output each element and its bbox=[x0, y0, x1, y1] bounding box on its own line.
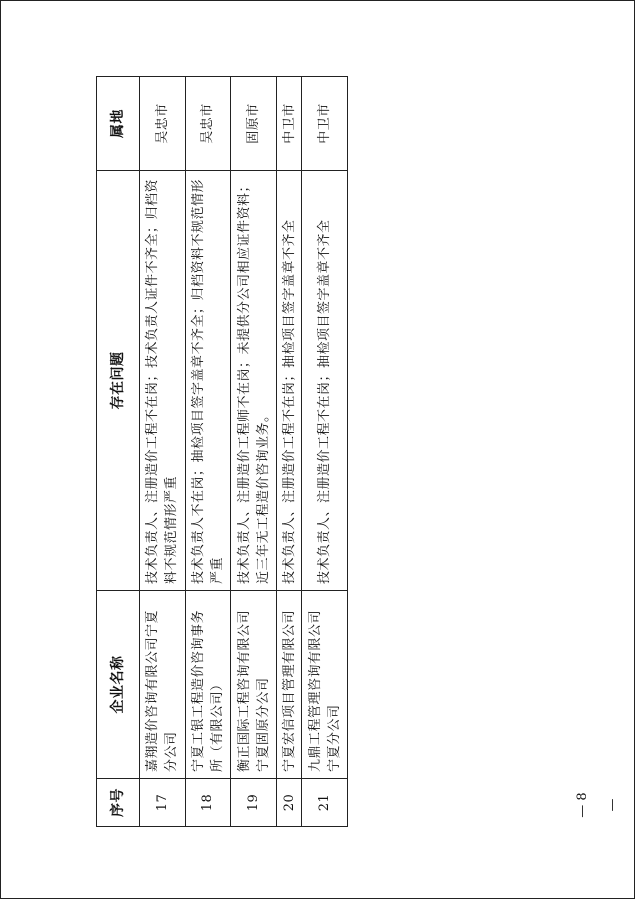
row-issues: 技术负责人、注册造价工程不在岗；抽检项目签字盖章不齐全 bbox=[276, 171, 301, 591]
row-region: 吴忠市 bbox=[140, 77, 186, 171]
row-company: 嘉翔造价咨询有限公司宁夏分公司 bbox=[140, 591, 186, 779]
row-issues: 技术负责人、注册造价工程师不在岗；未提供分公司相应证件资料；近三年无工程造价咨询业务。 bbox=[231, 171, 277, 591]
row-company: 宁夏宏信项目管理有限公司 bbox=[276, 591, 301, 779]
row-region: 中卫市 bbox=[302, 77, 348, 171]
header-company: 企业名称 bbox=[97, 591, 140, 779]
row-issues: 技术负责人、注册造价工程不在岗；技术负责人证件不齐全；归档资料不规范情形严重 bbox=[140, 171, 186, 591]
row-issues: 技术负责人、注册造价工程不在岗；抽检项目签字盖章不齐全 bbox=[302, 171, 348, 591]
table-header-row bbox=[97, 77, 140, 827]
table-row bbox=[302, 77, 348, 827]
row-region: 吴忠市 bbox=[185, 77, 231, 171]
row-no: 19 bbox=[231, 779, 277, 827]
row-company: 九鼎工程管理咨询有限公司宁夏分公司 bbox=[302, 591, 348, 779]
row-region: 中卫市 bbox=[276, 77, 301, 171]
table-row bbox=[231, 77, 277, 827]
table-row bbox=[140, 77, 186, 827]
row-no: 21 bbox=[302, 779, 348, 827]
page-number: — 8 — bbox=[575, 792, 620, 818]
table-row bbox=[185, 77, 231, 827]
rotated-table-container bbox=[96, 77, 348, 827]
header-no: 序号 bbox=[97, 779, 140, 827]
header-issues: 存在问题 bbox=[97, 171, 140, 591]
row-no: 18 bbox=[185, 779, 231, 827]
enterprise-issues-table bbox=[96, 76, 348, 827]
header-region: 属地 bbox=[97, 77, 140, 171]
row-company: 宁夏工银工程造价咨询事务所（有限公司） bbox=[185, 591, 231, 779]
row-region: 固原市 bbox=[231, 77, 277, 171]
table-row bbox=[276, 77, 301, 827]
row-company: 衡正国际工程咨询有限公司宁夏固原分公司 bbox=[231, 591, 277, 779]
row-issues: 技术负责人不在岗；抽检项目签字盖章不齐全；归档资料不规范情形严重 bbox=[185, 171, 231, 591]
row-no: 20 bbox=[276, 779, 301, 827]
row-no: 17 bbox=[140, 779, 186, 827]
